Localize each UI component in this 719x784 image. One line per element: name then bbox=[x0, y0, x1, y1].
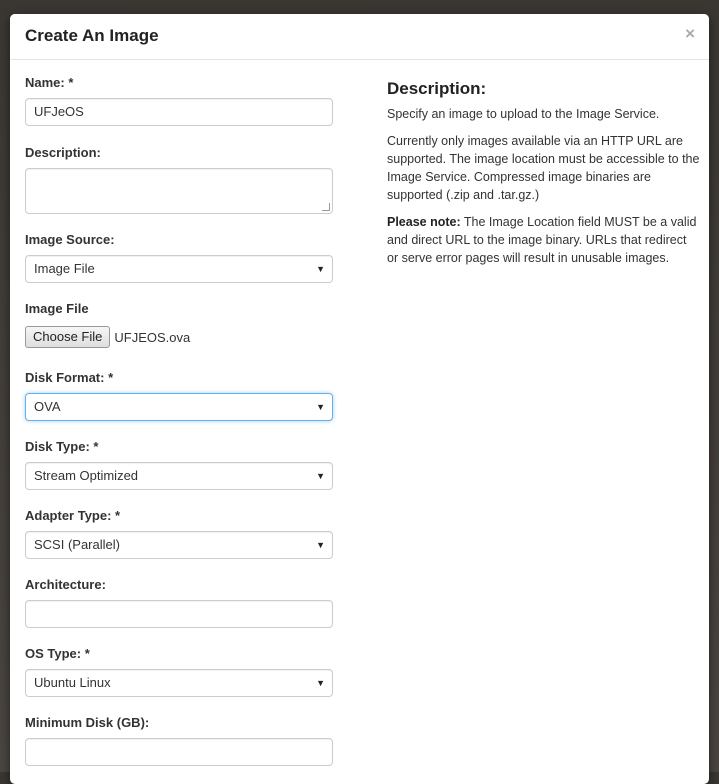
selected-filename: UFJEOS.ova bbox=[114, 329, 191, 345]
name-input[interactable]: UFJeOS bbox=[25, 98, 333, 126]
triangle-down-icon: ▼ bbox=[316, 471, 325, 481]
disk-type-select[interactable] bbox=[25, 462, 333, 490]
disk-type-label: Disk Type: * bbox=[25, 439, 99, 454]
os-type-select[interactable] bbox=[25, 669, 333, 697]
minimum-disk-label: Minimum Disk (GB): bbox=[25, 715, 150, 730]
close-icon[interactable]: × bbox=[685, 24, 695, 43]
triangle-down-icon: ▼ bbox=[316, 264, 325, 274]
architecture-input[interactable] bbox=[25, 600, 333, 628]
disk-type-group bbox=[25, 438, 333, 490]
name-group bbox=[25, 74, 333, 126]
image-source-label: Image Source: bbox=[25, 232, 115, 247]
help-paragraph-1: Specify an image to upload to the Image Service. bbox=[387, 107, 660, 121]
minimum-disk-input[interactable] bbox=[25, 738, 333, 766]
disk-type-value: Stream Optimized bbox=[34, 468, 139, 483]
disk-format-group bbox=[25, 369, 333, 421]
disk-format-label: Disk Format: * bbox=[25, 370, 114, 385]
image-source-group bbox=[25, 231, 333, 283]
adapter-type-value: SCSI (Parallel) bbox=[34, 537, 120, 552]
description-label: Description: bbox=[25, 145, 101, 160]
triangle-down-icon: ▼ bbox=[316, 540, 325, 550]
image-file-group bbox=[25, 300, 333, 348]
os-type-group bbox=[25, 645, 333, 697]
architecture-label: Architecture: bbox=[25, 577, 106, 592]
help-note-text: The Image Location field MUST be a valid and direct URL to the image binary. URLs that redirect or serve error pages will result in unusable images. bbox=[387, 215, 697, 265]
adapter-type-label: Adapter Type: * bbox=[25, 508, 121, 523]
os-type-label: OS Type: * bbox=[25, 646, 90, 661]
create-image-modal bbox=[10, 14, 709, 784]
resize-handle-icon[interactable] bbox=[322, 203, 330, 211]
triangle-down-icon: ▼ bbox=[316, 678, 325, 688]
architecture-group bbox=[25, 576, 333, 628]
disk-format-select[interactable] bbox=[25, 393, 333, 421]
modal-title: Create An Image bbox=[25, 26, 159, 45]
adapter-type-group bbox=[25, 507, 333, 559]
image-file-label: Image File bbox=[25, 301, 89, 316]
help-note-label: Please note: bbox=[387, 215, 461, 229]
image-source-select[interactable] bbox=[25, 255, 333, 283]
name-label: Name: * bbox=[25, 75, 74, 90]
modal-header bbox=[10, 14, 709, 60]
help-note bbox=[387, 213, 700, 267]
triangle-down-icon: ▼ bbox=[316, 402, 325, 412]
disk-format-value: OVA bbox=[34, 399, 61, 414]
description-group bbox=[25, 144, 333, 214]
description-textarea[interactable] bbox=[25, 168, 333, 214]
os-type-value: Ubuntu Linux bbox=[34, 675, 111, 690]
image-source-value: Image File bbox=[34, 261, 95, 276]
adapter-type-select[interactable] bbox=[25, 531, 333, 559]
minimum-disk-group bbox=[25, 714, 333, 766]
help-paragraph-2: Currently only images available via an HTTP URL are supported. The image location must be accessible to the Image Service. Compressed image binaries are supported (.zip and .tar.gz.) bbox=[387, 134, 700, 202]
choose-file-button[interactable]: Choose File bbox=[25, 326, 110, 348]
help-column bbox=[387, 79, 700, 276]
help-title: Description: bbox=[387, 79, 487, 98]
